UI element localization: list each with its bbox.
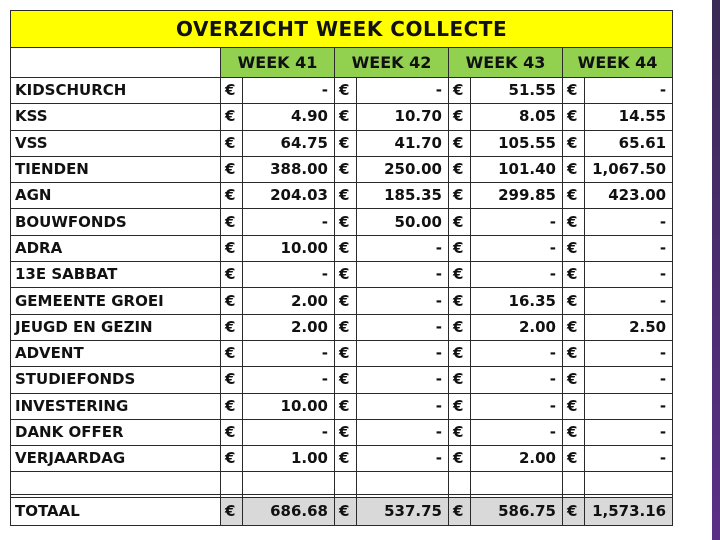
amount-cell: 4.90 xyxy=(243,104,335,130)
amount-cell: 423.00 xyxy=(585,183,673,209)
euro-sign: € xyxy=(221,209,243,235)
euro-sign: € xyxy=(449,78,471,104)
amount-cell: 250.00 xyxy=(357,156,449,182)
euro-sign: € xyxy=(563,262,585,288)
euro-sign: € xyxy=(449,262,471,288)
table-row xyxy=(11,104,673,130)
amount-cell: - xyxy=(585,288,673,314)
euro-sign: € xyxy=(335,156,357,182)
euro-sign: € xyxy=(449,130,471,156)
table-row xyxy=(11,446,673,472)
row-label: DANK OFFER xyxy=(11,419,221,445)
spacer-cell xyxy=(471,472,563,495)
amount-cell: - xyxy=(585,340,673,366)
week-header-2: WEEK 42 xyxy=(335,48,449,78)
euro-sign: € xyxy=(563,340,585,366)
table-row xyxy=(11,183,673,209)
euro-sign: € xyxy=(449,498,471,526)
euro-sign: € xyxy=(221,262,243,288)
slide-edge-bar xyxy=(712,0,720,540)
table-row xyxy=(11,209,673,235)
euro-sign: € xyxy=(449,393,471,419)
amount-cell: 2.50 xyxy=(585,314,673,340)
amount-cell: - xyxy=(357,78,449,104)
euro-sign: € xyxy=(335,183,357,209)
amount-cell: - xyxy=(471,340,563,366)
euro-sign: € xyxy=(449,235,471,261)
amount-cell: 105.55 xyxy=(471,130,563,156)
amount-cell: - xyxy=(471,209,563,235)
euro-sign: € xyxy=(563,314,585,340)
amount-cell: - xyxy=(357,288,449,314)
row-label: BOUWFONDS xyxy=(11,209,221,235)
spacer-cell xyxy=(585,472,673,495)
euro-sign: € xyxy=(221,235,243,261)
euro-sign: € xyxy=(221,130,243,156)
total-amount-cell: 586.75 xyxy=(471,498,563,526)
euro-sign: € xyxy=(221,288,243,314)
spacer-cell xyxy=(563,472,585,495)
table-row xyxy=(11,367,673,393)
amount-cell: - xyxy=(243,262,335,288)
amount-cell: 50.00 xyxy=(357,209,449,235)
row-label: GEMEENTE GROEI xyxy=(11,288,221,314)
euro-sign: € xyxy=(449,209,471,235)
euro-sign: € xyxy=(563,419,585,445)
amount-cell: - xyxy=(585,419,673,445)
euro-sign: € xyxy=(563,209,585,235)
euro-sign: € xyxy=(335,262,357,288)
euro-sign: € xyxy=(335,367,357,393)
euro-sign: € xyxy=(563,288,585,314)
euro-sign: € xyxy=(449,183,471,209)
total-label: TOTAAL xyxy=(11,498,221,526)
amount-cell: 41.70 xyxy=(357,130,449,156)
amount-cell: 1,067.50 xyxy=(585,156,673,182)
total-amount-cell: 686.68 xyxy=(243,498,335,526)
euro-sign: € xyxy=(563,446,585,472)
amount-cell: 2.00 xyxy=(243,288,335,314)
euro-sign: € xyxy=(563,498,585,526)
week-header-1: WEEK 41 xyxy=(221,48,335,78)
row-label: ADRA xyxy=(11,235,221,261)
amount-cell: - xyxy=(585,209,673,235)
euro-sign: € xyxy=(563,235,585,261)
table-row xyxy=(11,288,673,314)
row-label: ADVENT xyxy=(11,340,221,366)
table-row xyxy=(11,130,673,156)
euro-sign: € xyxy=(335,235,357,261)
title-row xyxy=(11,11,673,48)
amount-cell: - xyxy=(357,340,449,366)
amount-cell: - xyxy=(357,367,449,393)
row-label: STUDIEFONDS xyxy=(11,367,221,393)
euro-sign: € xyxy=(221,156,243,182)
amount-cell: - xyxy=(243,209,335,235)
euro-sign: € xyxy=(221,104,243,130)
amount-cell: 51.55 xyxy=(471,78,563,104)
amount-cell: 204.03 xyxy=(243,183,335,209)
row-label: INVESTERING xyxy=(11,393,221,419)
euro-sign: € xyxy=(449,446,471,472)
amount-cell: - xyxy=(585,262,673,288)
euro-sign: € xyxy=(563,104,585,130)
amount-cell: - xyxy=(585,446,673,472)
amount-cell: 101.40 xyxy=(471,156,563,182)
amount-cell: - xyxy=(471,393,563,419)
euro-sign: € xyxy=(335,446,357,472)
euro-sign: € xyxy=(335,498,357,526)
euro-sign: € xyxy=(335,340,357,366)
amount-cell: - xyxy=(357,235,449,261)
amount-cell: - xyxy=(357,419,449,445)
euro-sign: € xyxy=(335,209,357,235)
table-row xyxy=(11,419,673,445)
row-label: AGN xyxy=(11,183,221,209)
week-header-4: WEEK 44 xyxy=(563,48,673,78)
amount-cell: - xyxy=(243,367,335,393)
row-label: VERJAARDAG xyxy=(11,446,221,472)
amount-cell: - xyxy=(471,367,563,393)
euro-sign: € xyxy=(335,419,357,445)
spacer-cell xyxy=(243,472,335,495)
amount-cell: - xyxy=(243,340,335,366)
row-label: KIDSCHURCH xyxy=(11,78,221,104)
spacer-cell xyxy=(357,472,449,495)
amount-cell: - xyxy=(585,235,673,261)
amount-cell: 16.35 xyxy=(471,288,563,314)
row-label: JEUGD EN GEZIN xyxy=(11,314,221,340)
spacer-cell xyxy=(335,472,357,495)
total-amount-cell: 537.75 xyxy=(357,498,449,526)
euro-sign: € xyxy=(563,156,585,182)
euro-sign: € xyxy=(335,130,357,156)
euro-sign: € xyxy=(449,156,471,182)
euro-sign: € xyxy=(563,78,585,104)
table-row xyxy=(11,262,673,288)
spacer-cell xyxy=(221,472,243,495)
header-blank-cell xyxy=(11,48,221,78)
euro-sign: € xyxy=(335,288,357,314)
euro-sign: € xyxy=(449,340,471,366)
amount-cell: 65.61 xyxy=(585,130,673,156)
amount-cell: 10.70 xyxy=(357,104,449,130)
amount-cell: - xyxy=(357,446,449,472)
row-label: TIENDEN xyxy=(11,156,221,182)
spacer-row xyxy=(11,472,673,495)
table-row xyxy=(11,235,673,261)
amount-cell: 2.00 xyxy=(243,314,335,340)
euro-sign: € xyxy=(449,314,471,340)
euro-sign: € xyxy=(221,393,243,419)
amount-cell: - xyxy=(471,419,563,445)
euro-sign: € xyxy=(335,78,357,104)
euro-sign: € xyxy=(221,340,243,366)
amount-cell: - xyxy=(585,393,673,419)
amount-cell: - xyxy=(471,262,563,288)
euro-sign: € xyxy=(221,498,243,526)
amount-cell: - xyxy=(243,419,335,445)
euro-sign: € xyxy=(563,393,585,419)
amount-cell: 10.00 xyxy=(243,393,335,419)
euro-sign: € xyxy=(221,183,243,209)
amount-cell: - xyxy=(585,78,673,104)
amount-cell: 14.55 xyxy=(585,104,673,130)
spacer-cell xyxy=(11,472,221,495)
table-row xyxy=(11,314,673,340)
amount-cell: 2.00 xyxy=(471,446,563,472)
amount-cell: 64.75 xyxy=(243,130,335,156)
table-row xyxy=(11,340,673,366)
amount-cell: 299.85 xyxy=(471,183,563,209)
total-amount-cell: 1,573.16 xyxy=(585,498,673,526)
euro-sign: € xyxy=(449,367,471,393)
table-row xyxy=(11,393,673,419)
amount-cell: - xyxy=(357,262,449,288)
euro-sign: € xyxy=(335,104,357,130)
week-header-3: WEEK 43 xyxy=(449,48,563,78)
row-label: VSS xyxy=(11,130,221,156)
amount-cell: - xyxy=(357,393,449,419)
amount-cell: 1.00 xyxy=(243,446,335,472)
table-row xyxy=(11,78,673,104)
row-label: KSS xyxy=(11,104,221,130)
amount-cell: 8.05 xyxy=(471,104,563,130)
amount-cell: 2.00 xyxy=(471,314,563,340)
amount-cell: - xyxy=(585,367,673,393)
euro-sign: € xyxy=(221,446,243,472)
amount-cell: 388.00 xyxy=(243,156,335,182)
euro-sign: € xyxy=(563,367,585,393)
amount-cell: - xyxy=(471,235,563,261)
euro-sign: € xyxy=(335,314,357,340)
collection-overview-table xyxy=(10,10,673,526)
euro-sign: € xyxy=(563,130,585,156)
amount-cell: - xyxy=(243,78,335,104)
table-row xyxy=(11,156,673,182)
euro-sign: € xyxy=(449,288,471,314)
total-row xyxy=(11,498,673,526)
page-title: OVERZICHT WEEK COLLECTE xyxy=(11,11,673,48)
row-label: 13E SABBAT xyxy=(11,262,221,288)
euro-sign: € xyxy=(221,419,243,445)
euro-sign: € xyxy=(221,78,243,104)
euro-sign: € xyxy=(221,367,243,393)
week-header-row xyxy=(11,48,673,78)
amount-cell: 185.35 xyxy=(357,183,449,209)
spacer-cell xyxy=(449,472,471,495)
amount-cell: - xyxy=(357,314,449,340)
euro-sign: € xyxy=(449,104,471,130)
amount-cell: 10.00 xyxy=(243,235,335,261)
euro-sign: € xyxy=(563,183,585,209)
euro-sign: € xyxy=(335,393,357,419)
euro-sign: € xyxy=(221,314,243,340)
euro-sign: € xyxy=(449,419,471,445)
